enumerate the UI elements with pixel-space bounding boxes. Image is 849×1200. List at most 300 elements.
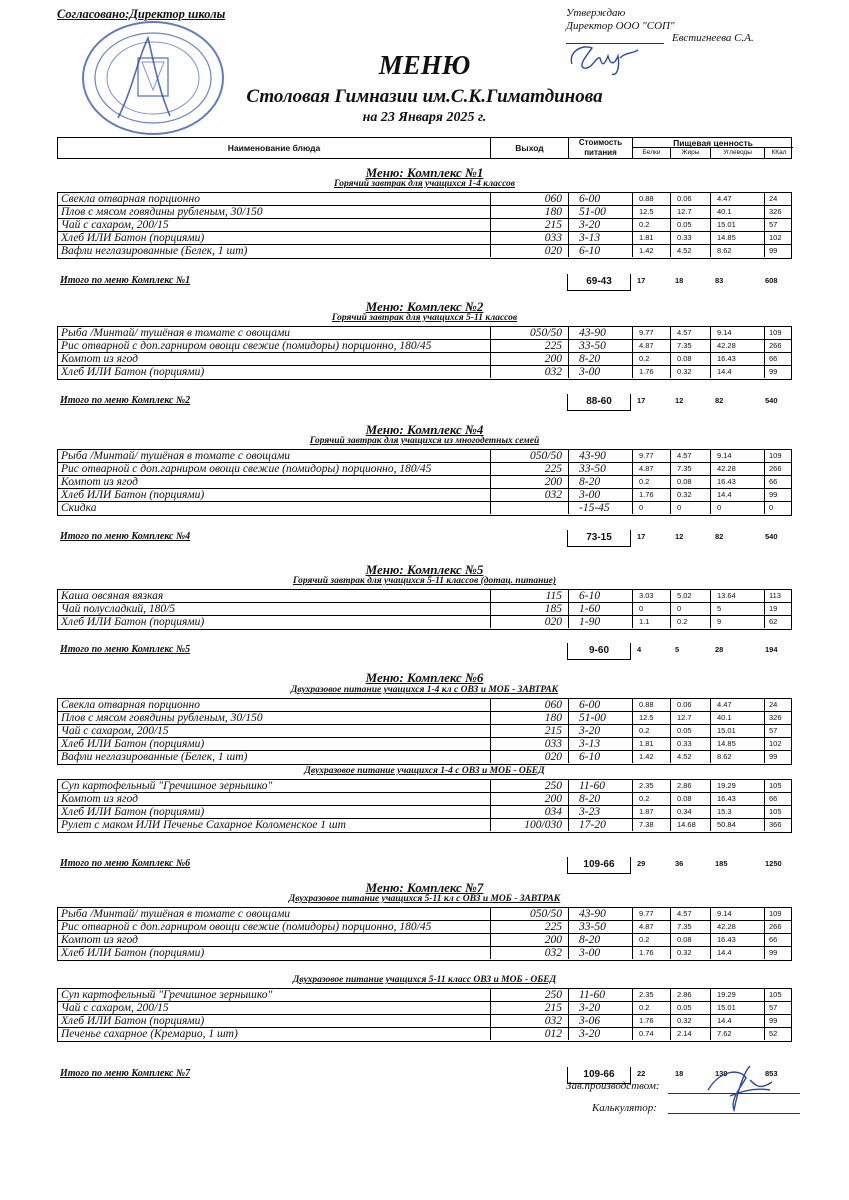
dish-carbs: 14.4: [710, 366, 764, 378]
menu-table: [57, 326, 792, 380]
dish-output: 020: [490, 616, 568, 628]
group-title: Горячий завтрак для учащихся 5-11 классов (дотац. питание): [292, 576, 557, 586]
total-c: 83: [715, 276, 724, 285]
dish-output: 060: [490, 193, 568, 205]
dish-output: 050/50: [490, 450, 568, 462]
dish-carbs: 40.1: [710, 206, 764, 218]
dish-proteins: 3.03: [632, 590, 670, 602]
total-cost: 109-66: [567, 1067, 631, 1084]
dish-name: Хлеб ИЛИ Батон (порциями): [61, 1015, 205, 1027]
dish-output: 250: [490, 989, 568, 1001]
dish-kcal: 266: [764, 340, 793, 352]
table-row: [58, 934, 791, 947]
total-cost: 9-60: [567, 643, 631, 660]
group-title: Двухразовое питание учащихся 5-11 класс ОВЗ и МОБ - ОБЕД: [292, 975, 557, 985]
table-row: [58, 340, 791, 353]
approve-label: Утверждаю: [566, 7, 626, 19]
total-p: 17: [637, 276, 646, 285]
dish-output: 100/030: [490, 819, 568, 831]
dish-proteins: 1.76: [632, 1015, 670, 1027]
dish-name: Рис отварной с доп.гарниром овощи свежие (помидоры) порционно, 180/45: [61, 340, 432, 352]
dish-name: Компот из ягод: [61, 793, 138, 805]
dish-kcal: 52: [764, 1028, 793, 1040]
dish-kcal: 99: [764, 489, 793, 501]
menu-date: на 23 Января 2025 г.: [362, 110, 487, 125]
dish-carbs: 15.01: [710, 219, 764, 231]
group-title: Горячий завтрак для учащихся 5-11 классов: [331, 313, 518, 323]
menu-table: [57, 192, 792, 259]
dish-proteins: 2.35: [632, 780, 670, 792]
dish-kcal: 105: [764, 989, 793, 1001]
total-label: Итого по меню Комплекс №5: [60, 644, 191, 655]
section-title: Меню: Комплекс №4: [365, 422, 484, 437]
table-row: [58, 245, 791, 258]
dish-kcal: 109: [764, 908, 793, 920]
dish-output: 032: [490, 366, 568, 378]
table-row: [58, 193, 791, 206]
dish-name: Компот из ягод: [61, 934, 138, 946]
dish-fats: 4.52: [670, 245, 710, 257]
total-label: Итого по меню Комплекс №2: [60, 395, 191, 406]
dish-proteins: 0.2: [632, 219, 670, 231]
total-f: 18: [675, 1069, 684, 1078]
dish-kcal: 57: [764, 725, 793, 737]
dish-cost: 6-10: [568, 751, 632, 763]
group-title: Горячий завтрак для учащихся 1-4 классов: [333, 179, 516, 189]
dish-output: 034: [490, 806, 568, 818]
dish-name: Хлеб ИЛИ Батон (порциями): [61, 489, 205, 501]
dish-kcal: 24: [764, 699, 793, 711]
dish-output: 032: [490, 1015, 568, 1027]
dish-name: Скидка: [61, 502, 97, 514]
dish-carbs: 8.62: [710, 245, 764, 257]
dish-proteins: 0.88: [632, 699, 670, 711]
dish-cost: 3-20: [568, 219, 632, 231]
section-title: Меню: Комплекс №2: [365, 299, 484, 314]
dish-kcal: 326: [764, 206, 793, 218]
dish-fats: 4.57: [670, 327, 710, 339]
page-title: МЕНЮ: [378, 50, 471, 80]
dish-fats: 0.32: [670, 1015, 710, 1027]
table-row: [58, 476, 791, 489]
group-title: Горячий завтрак для учащихся из многодетных семей: [309, 436, 540, 446]
dish-output: 060: [490, 699, 568, 711]
menu-table: [57, 907, 792, 961]
dish-cost: 8-20: [568, 793, 632, 805]
dish-cost: -15-45: [568, 502, 632, 514]
dish-proteins: 7.38: [632, 819, 670, 831]
dish-cost: 43-90: [568, 450, 632, 462]
dish-carbs: 9.14: [710, 327, 764, 339]
table-row: [58, 603, 791, 616]
total-p: 17: [637, 532, 646, 541]
table-row: [58, 353, 791, 366]
dish-carbs: 14.85: [710, 232, 764, 244]
dish-name: Хлеб ИЛИ Батон (порциями): [61, 616, 205, 628]
table-row: [58, 1002, 791, 1015]
total-k: 194: [765, 645, 778, 654]
dish-name: Суп картофельный "Гречишное зернышко": [61, 780, 273, 792]
dish-name: Плов с мясом говядины рубленым, 30/150: [61, 712, 263, 724]
dish-fats: 2.86: [670, 780, 710, 792]
dish-output: 225: [490, 463, 568, 475]
dish-cost: 8-20: [568, 353, 632, 365]
dish-fats: 0.06: [670, 699, 710, 711]
dish-fats: 0.06: [670, 193, 710, 205]
dish-name: Чай с сахаром, 200/15: [61, 725, 169, 737]
dish-fats: 0.05: [670, 725, 710, 737]
dish-output: 180: [490, 712, 568, 724]
dish-proteins: 0.2: [632, 353, 670, 365]
dish-carbs: 9: [710, 616, 764, 628]
dish-output: 050/50: [490, 908, 568, 920]
dish-kcal: 366: [764, 819, 793, 831]
dish-cost: 6-00: [568, 193, 632, 205]
table-row: [58, 751, 791, 764]
total-k: 608: [765, 276, 778, 285]
dish-name: Компот из ягод: [61, 353, 138, 365]
dish-output: 215: [490, 219, 568, 231]
dish-carbs: 19.29: [710, 989, 764, 1001]
production-manager-label: Зав.производством:: [566, 1080, 660, 1092]
dish-proteins: 4.87: [632, 921, 670, 933]
table-row: [58, 232, 791, 245]
dish-output: 215: [490, 725, 568, 737]
dish-fats: 12.7: [670, 712, 710, 724]
total-cost: 109-66: [567, 857, 631, 874]
dish-name: Плов с мясом говядины рубленым, 30/150: [61, 206, 263, 218]
dish-name: Чай с сахаром, 200/15: [61, 1002, 169, 1014]
header-proteins: Белки: [632, 148, 670, 158]
dish-proteins: 1.76: [632, 947, 670, 959]
total-f: 5: [675, 645, 680, 654]
total-row: [57, 531, 792, 547]
dish-kcal: 266: [764, 921, 793, 933]
dish-name: Компот из ягод: [61, 476, 138, 488]
dish-cost: 51-00: [568, 206, 632, 218]
dish-carbs: 13.64: [710, 590, 764, 602]
table-row: [58, 699, 791, 712]
dish-fats: 7.35: [670, 340, 710, 352]
dish-kcal: 0: [764, 502, 793, 514]
dish-kcal: 102: [764, 738, 793, 750]
dish-output: 032: [490, 489, 568, 501]
total-f: 12: [675, 532, 684, 541]
dish-name: Хлеб ИЛИ Батон (порциями): [61, 947, 205, 959]
header-nutrition: Пищевая ценность: [632, 138, 793, 148]
dish-proteins: 0: [632, 502, 670, 514]
table-row: [58, 1028, 791, 1041]
dish-output: 050/50: [490, 327, 568, 339]
menu-table: [57, 698, 792, 765]
dish-carbs: 16.43: [710, 353, 764, 365]
dish-kcal: 109: [764, 450, 793, 462]
total-cost: 88-60: [567, 394, 631, 411]
dish-output: 115: [490, 590, 568, 602]
dish-fats: 7.35: [670, 463, 710, 475]
dish-name: Рыба /Минтай/ тушёная в томате с овощами: [61, 327, 291, 339]
dish-kcal: 66: [764, 934, 793, 946]
dish-carbs: 0: [710, 502, 764, 514]
dish-cost: 3-00: [568, 947, 632, 959]
calculator-label: Калькулятор:: [592, 1102, 657, 1114]
dish-carbs: 16.43: [710, 793, 764, 805]
table-row: [58, 806, 791, 819]
dish-name: Печенье сахарное (Кремарио, 1 шт): [61, 1028, 238, 1040]
dish-fats: 4.57: [670, 908, 710, 920]
table-row: [58, 502, 791, 515]
dish-cost: 1-90: [568, 616, 632, 628]
dish-proteins: 1.81: [632, 232, 670, 244]
dish-cost: 33-50: [568, 463, 632, 475]
dish-carbs: 42.28: [710, 340, 764, 352]
dish-fats: 0.08: [670, 793, 710, 805]
dish-name: Рыба /Минтай/ тушёная в томате с овощами: [61, 450, 291, 462]
dish-carbs: 15.01: [710, 1002, 764, 1014]
dish-cost: 51-00: [568, 712, 632, 724]
table-row: [58, 450, 791, 463]
total-cost: 73-15: [567, 530, 631, 547]
dish-cost: 1-60: [568, 603, 632, 615]
dish-kcal: 99: [764, 751, 793, 763]
table-row: [58, 738, 791, 751]
dish-proteins: 0.2: [632, 793, 670, 805]
table-header: [57, 137, 792, 159]
dish-fats: 0.32: [670, 489, 710, 501]
dish-fats: 12.7: [670, 206, 710, 218]
group-title: Двухразовое питание учащихся 1-4 с ОВЗ и МОБ - ОБЕД: [304, 766, 545, 776]
dish-name: Рис отварной с доп.гарниром овощи свежие (помидоры) порционно, 180/45: [61, 921, 432, 933]
header-cost-1: Стоимость: [568, 138, 632, 148]
table-row: [58, 463, 791, 476]
dish-kcal: 102: [764, 232, 793, 244]
total-k: 540: [765, 532, 778, 541]
total-f: 18: [675, 276, 684, 285]
dish-fats: 0.05: [670, 1002, 710, 1014]
dish-fats: 7.35: [670, 921, 710, 933]
dish-output: 012: [490, 1028, 568, 1040]
dish-kcal: 66: [764, 793, 793, 805]
dish-name: Чай полусладкий, 180/5: [61, 603, 176, 615]
dish-name: Каша овсяная вязкая: [61, 590, 164, 602]
dish-cost: 3-13: [568, 738, 632, 750]
dish-name: Суп картофельный "Гречишное зернышко": [61, 989, 273, 1001]
dish-cost: 11-60: [568, 989, 632, 1001]
dish-cost: 3-23: [568, 806, 632, 818]
dish-kcal: 66: [764, 476, 793, 488]
total-k: 540: [765, 396, 778, 405]
director-position: Директор ООО "СОП": [566, 20, 675, 32]
total-p: 29: [637, 859, 646, 868]
total-row: [57, 1068, 792, 1084]
dish-proteins: 1.42: [632, 245, 670, 257]
dish-output: 185: [490, 603, 568, 615]
table-row: [58, 327, 791, 340]
section-title: Меню: Комплекс №7: [365, 880, 484, 895]
table-row: [58, 219, 791, 232]
menu-table: [57, 449, 792, 516]
total-c: 28: [715, 645, 724, 654]
header-fats: Жиры: [670, 148, 710, 158]
dish-proteins: 0.2: [632, 476, 670, 488]
dish-fats: 0.08: [670, 476, 710, 488]
dish-kcal: 24: [764, 193, 793, 205]
dish-cost: 3-20: [568, 725, 632, 737]
dish-cost: 6-10: [568, 245, 632, 257]
dish-cost: 43-90: [568, 908, 632, 920]
dish-carbs: 9.14: [710, 450, 764, 462]
dish-carbs: 15.01: [710, 725, 764, 737]
dish-output: 033: [490, 738, 568, 750]
dish-fats: 0.33: [670, 232, 710, 244]
table-row: [58, 590, 791, 603]
dish-proteins: 1.87: [632, 806, 670, 818]
dish-carbs: 42.28: [710, 463, 764, 475]
total-label: Итого по меню Комплекс №4: [60, 531, 191, 542]
production-signature-icon: [700, 1060, 780, 1116]
approval-left: Согласовано:Директор школы: [57, 7, 226, 21]
dish-output: 033: [490, 232, 568, 244]
dish-carbs: 40.1: [710, 712, 764, 724]
dish-proteins: 4.87: [632, 463, 670, 475]
table-row: [58, 1015, 791, 1028]
dish-output: 215: [490, 1002, 568, 1014]
dish-cost: 43-90: [568, 327, 632, 339]
total-row: [57, 858, 792, 874]
dish-proteins: 9.77: [632, 450, 670, 462]
total-c: 185: [715, 859, 728, 868]
dish-kcal: 105: [764, 806, 793, 818]
dish-proteins: 0: [632, 603, 670, 615]
dish-output: 180: [490, 206, 568, 218]
table-row: [58, 206, 791, 219]
table-row: [58, 908, 791, 921]
director-name: Евстигнеева С.А.: [672, 32, 754, 44]
dish-name: Свекла отварная порционно: [61, 193, 200, 205]
dish-kcal: 62: [764, 616, 793, 628]
dish-cost: 17-20: [568, 819, 632, 831]
total-f: 36: [675, 859, 684, 868]
dish-name: Рулет с маком ИЛИ Печенье Сахарное Коломенское 1 шт: [61, 819, 346, 831]
dish-proteins: 1.76: [632, 489, 670, 501]
dish-name: Вафли неглазированные (Белек, 1 шт): [61, 751, 248, 763]
dish-carbs: 14.85: [710, 738, 764, 750]
total-k: 853: [765, 1069, 778, 1078]
dish-kcal: 266: [764, 463, 793, 475]
dish-proteins: 9.77: [632, 327, 670, 339]
dish-name: Хлеб ИЛИ Батон (порциями): [61, 806, 205, 818]
dish-carbs: 14.4: [710, 947, 764, 959]
dish-proteins: 1.42: [632, 751, 670, 763]
dish-carbs: 5: [710, 603, 764, 615]
total-label: Итого по меню Комплекс №7: [60, 1068, 191, 1079]
dish-output: 250: [490, 780, 568, 792]
total-c: 82: [715, 532, 724, 541]
dish-output: 225: [490, 921, 568, 933]
dish-cost: 3-20: [568, 1002, 632, 1014]
table-row: [58, 712, 791, 725]
table-row: [58, 725, 791, 738]
table-row: [58, 947, 791, 960]
total-label: Итого по меню Комплекс №1: [60, 275, 191, 286]
dish-kcal: 99: [764, 1015, 793, 1027]
table-row: [58, 489, 791, 502]
dish-proteins: 12.5: [632, 712, 670, 724]
dish-name: Чай с сахаром, 200/15: [61, 219, 169, 231]
dish-proteins: 0.2: [632, 934, 670, 946]
dish-carbs: 9.14: [710, 908, 764, 920]
header-output: Выход: [490, 138, 568, 158]
dish-proteins: 0.2: [632, 1002, 670, 1014]
total-c: 82: [715, 396, 724, 405]
dish-carbs: 42.28: [710, 921, 764, 933]
dish-output: 200: [490, 934, 568, 946]
dish-carbs: 8.62: [710, 751, 764, 763]
dish-kcal: 326: [764, 712, 793, 724]
dish-cost: 8-20: [568, 476, 632, 488]
dish-name: Хлеб ИЛИ Батон (порциями): [61, 366, 205, 378]
group-title: Двухразовое питание учащихся 1-4 кл с ОВЗ и МОБ - ЗАВТРАК: [290, 685, 559, 695]
dish-output: 200: [490, 793, 568, 805]
dish-name: Хлеб ИЛИ Батон (порциями): [61, 232, 205, 244]
section-title: Меню: Комплекс №5: [365, 562, 484, 577]
dish-fats: 0.2: [670, 616, 710, 628]
dish-name: Рис отварной с доп.гарниром овощи свежие (помидоры) порционно, 180/45: [61, 463, 432, 475]
dish-kcal: 57: [764, 219, 793, 231]
dish-cost: 3-00: [568, 366, 632, 378]
total-p: 17: [637, 396, 646, 405]
dish-fats: 0: [670, 502, 710, 514]
dish-fats: 2.14: [670, 1028, 710, 1040]
dish-cost: 11-60: [568, 780, 632, 792]
dish-proteins: 0.2: [632, 725, 670, 737]
dish-carbs: 19.29: [710, 780, 764, 792]
header-carbs: Углеводы: [710, 148, 764, 158]
dish-cost: 33-50: [568, 340, 632, 352]
dish-fats: 0.05: [670, 219, 710, 231]
dish-carbs: 15.3: [710, 806, 764, 818]
dish-kcal: 99: [764, 947, 793, 959]
dish-kcal: 113: [764, 590, 793, 602]
dish-proteins: 1.81: [632, 738, 670, 750]
header-cost-2: питания: [568, 148, 632, 158]
approval-right: [566, 7, 675, 33]
group-title: Двухразовое питание учащихся 5-11 кл с ОВЗ и МОБ - ЗАВТРАК: [288, 894, 561, 904]
dish-fats: 0.34: [670, 806, 710, 818]
dish-name: Вафли неглазированные (Белек, 1 шт): [61, 245, 248, 257]
total-p: 22: [637, 1069, 646, 1078]
table-row: [58, 616, 791, 629]
table-row: [58, 793, 791, 806]
dish-fats: 14.68: [670, 819, 710, 831]
total-cost: 69-43: [567, 274, 631, 291]
dish-proteins: 2.35: [632, 989, 670, 1001]
table-row: [58, 921, 791, 934]
dish-fats: 5.02: [670, 590, 710, 602]
dish-name: Рыба /Минтай/ тушёная в томате с овощами: [61, 908, 291, 920]
canteen-name: Столовая Гимназии им.С.К.Гиматдинова: [246, 86, 603, 107]
dish-output: 200: [490, 353, 568, 365]
section-title: Меню: Комплекс №6: [365, 670, 484, 685]
dish-carbs: 50.84: [710, 819, 764, 831]
dish-fats: 4.57: [670, 450, 710, 462]
table-row: [58, 780, 791, 793]
dish-carbs: 4.47: [710, 699, 764, 711]
dish-cost: 33-50: [568, 921, 632, 933]
dish-carbs: 7.62: [710, 1028, 764, 1040]
header-name: Наименование блюда: [227, 143, 321, 153]
dish-output: 032: [490, 947, 568, 959]
